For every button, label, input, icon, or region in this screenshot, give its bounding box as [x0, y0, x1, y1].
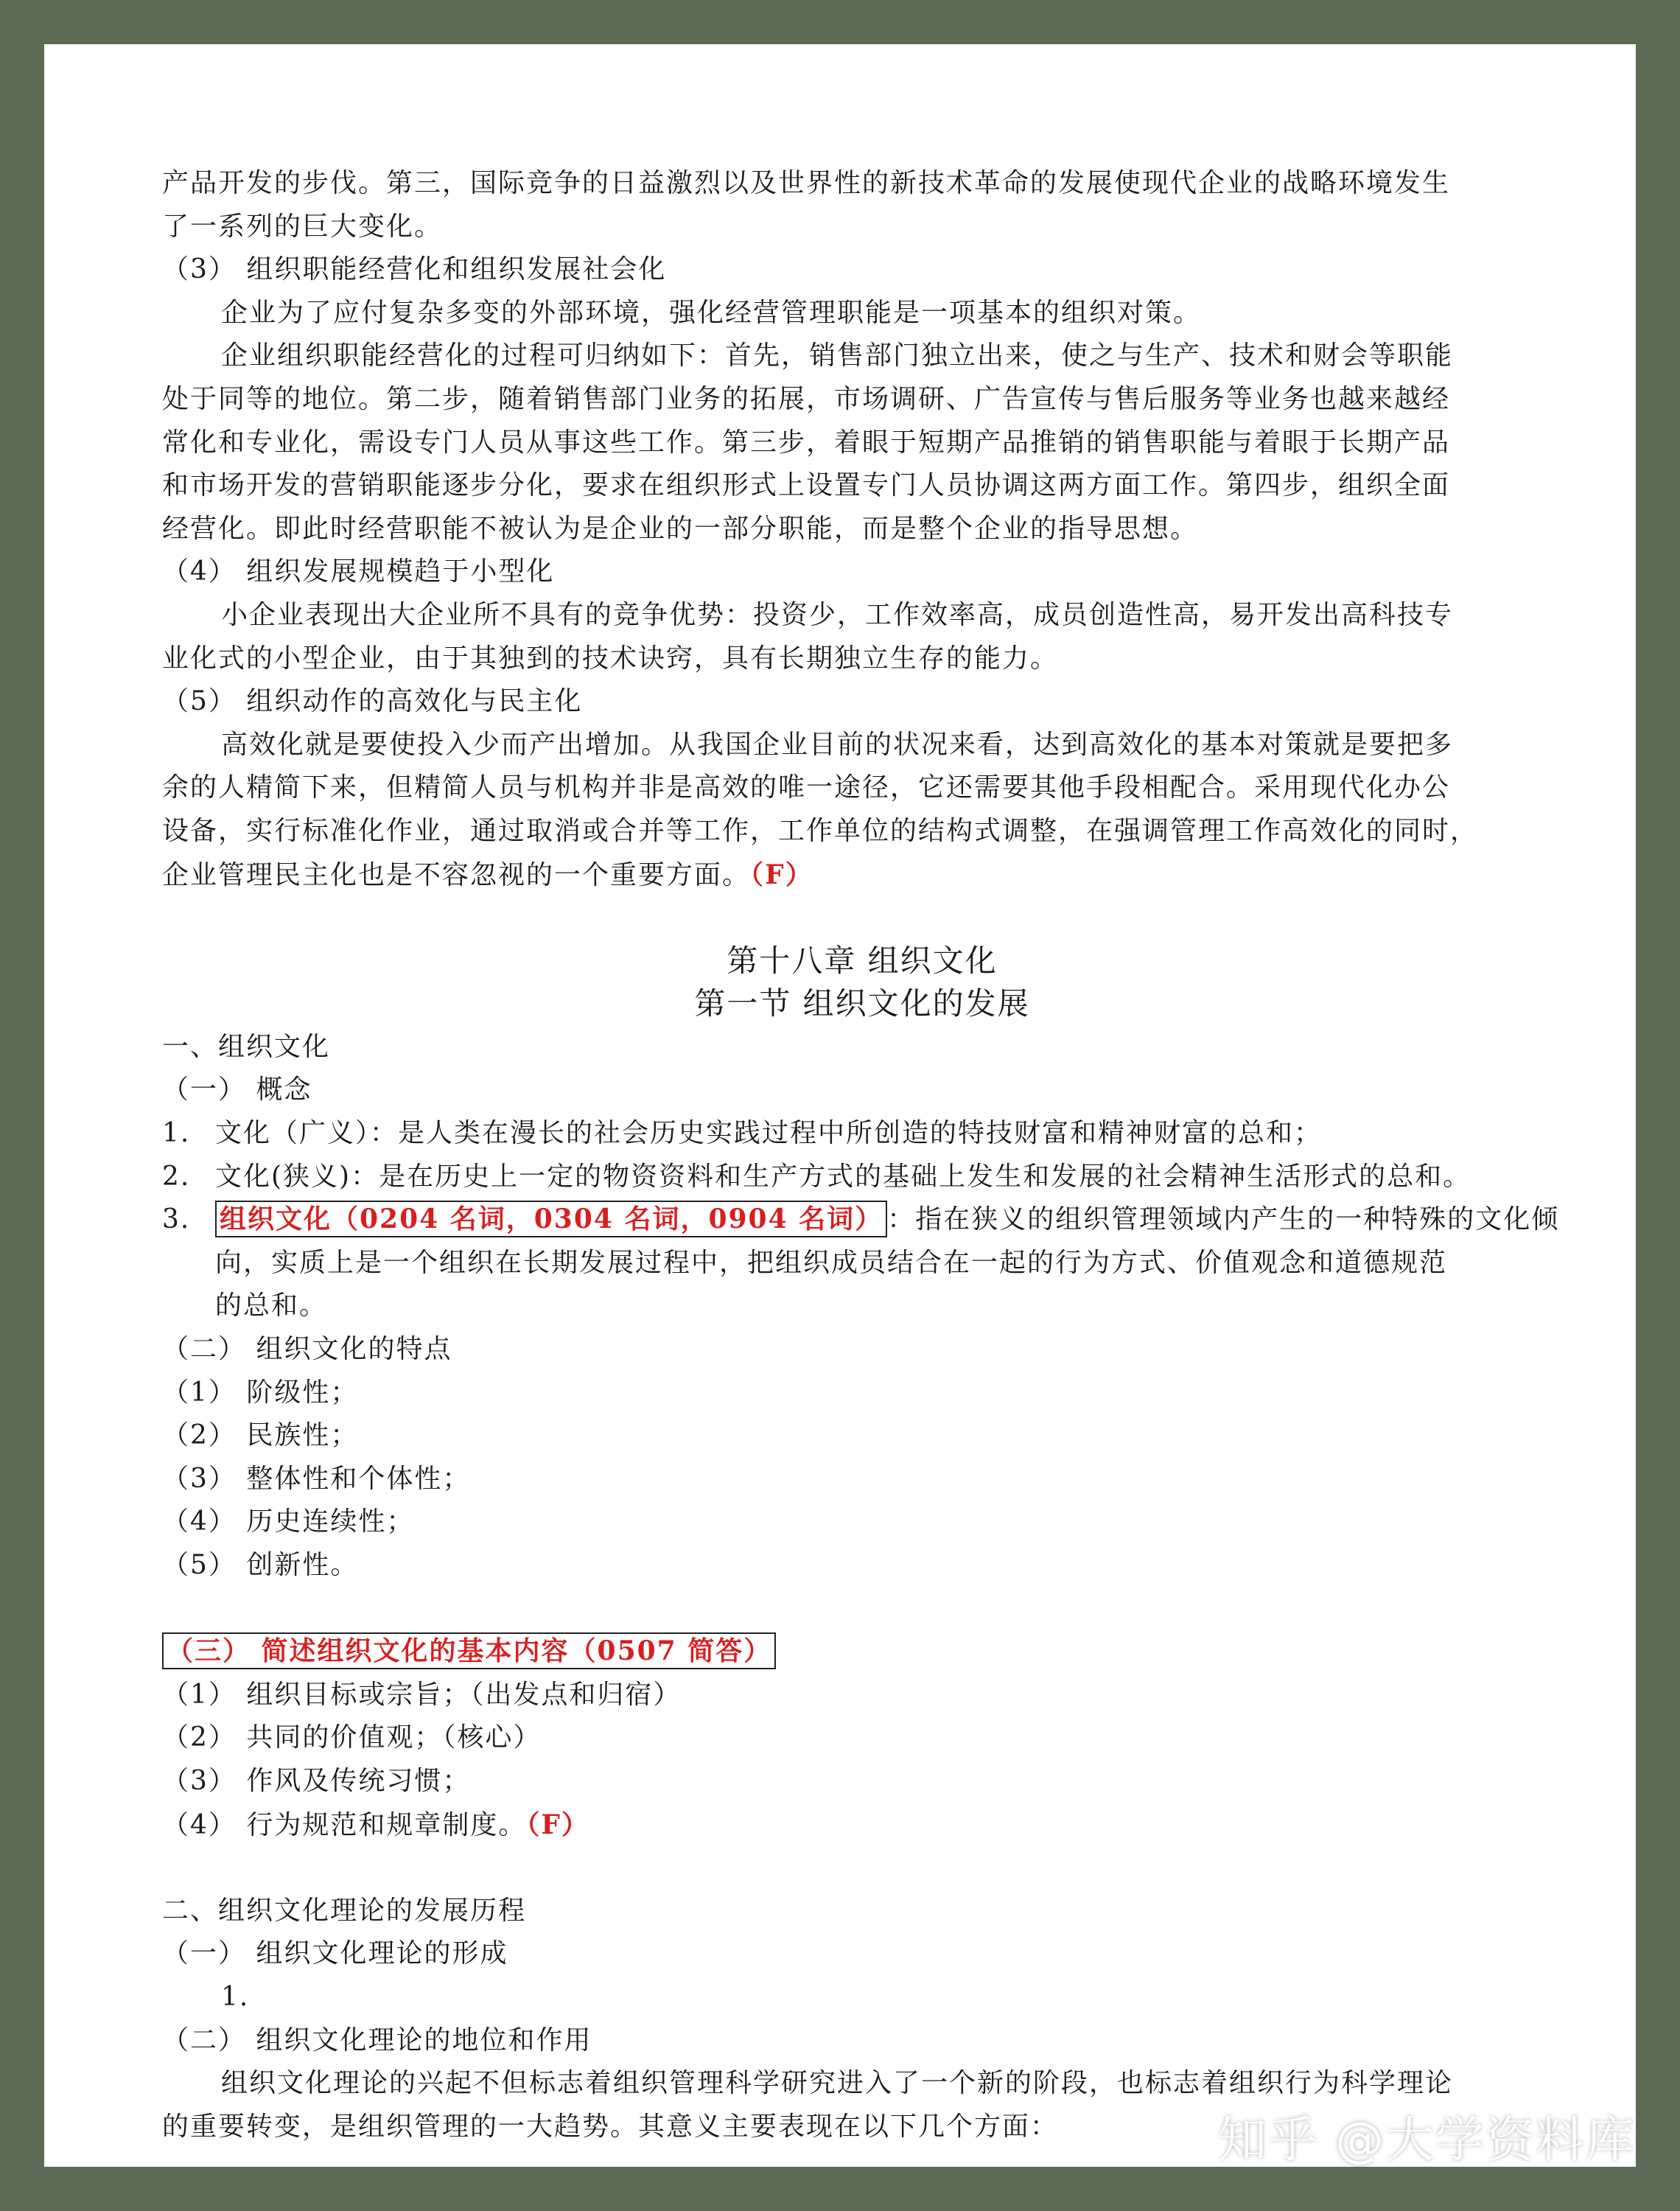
f-mark: （F） — [526, 1809, 589, 1840]
sub-heading-concept: （一） 概念 — [162, 1075, 312, 1106]
paragraph-line: 小企业表现出大企业所不具有的竞争优势：投资少，工作效率高，成员创造性高，易开发出高科技专 — [221, 599, 1454, 630]
section-4-heading: （4） 组织发展规模趋于小型化 — [162, 556, 555, 587]
list-text: 文化（广义）：是人类在漫长的社会历史实践过程中所创造的特技财富和精神财富的总和； — [215, 1118, 1323, 1149]
paragraph-line: 和市场开发的营销职能逐步分化，要求在组织形式上设置专门人员协调这两方面工作。第四步，组织全面 — [162, 470, 1451, 501]
paragraph-line: 设备，实行标准化作业，通过取消或合并等工作，工作单位的结构式调整，在强调管理工作高效化的同时， — [162, 815, 1479, 846]
list-item — [162, 1156, 1562, 1199]
content-item — [162, 1803, 1562, 1847]
paragraph-line: 的重要转变，是组织管理的一大趋势。其意义主要表现在以下几个方面： — [162, 2111, 1059, 2142]
list-text-continuation: 向，实质上是一个组织在长期发展过程中，把组织成员结合在一起的行为方式、价值观念和道德规范 — [215, 1247, 1448, 1278]
part-2-heading: 二、组织文化理论的发展历程 — [162, 1895, 527, 1926]
feature-item: （3） 整体性和个体性； — [162, 1463, 471, 1494]
list-text: 文化(狭义)：是在历史上一定的物资资料和生产方式的基础上发生和发展的社会精神生活形式的总和。 — [215, 1161, 1471, 1192]
document-page — [44, 44, 1636, 2167]
document-body — [162, 162, 1562, 2148]
sub-heading-contents — [162, 1630, 1562, 1674]
list-number: 1. — [162, 1118, 191, 1149]
list-text-continuation: 的总和。 — [215, 1290, 328, 1321]
watermark: 知乎 @大学资料库 — [1218, 2112, 1636, 2168]
paragraph-line: 业化式的小型企业，由于其独到的技术诀窍，具有长期独立生存的能力。 — [162, 643, 1059, 674]
paragraph-line: 常化和专业化，需设专门人员从事这些工作。第三步，着眼于短期产品推销的销售职能与着眼于长期产品 — [162, 427, 1451, 458]
feature-item: （1） 阶级性； — [162, 1377, 359, 1408]
list-item — [162, 1198, 1562, 1242]
paragraph-line: 余的人精简下来，但精简人员与机构并非是高效的唯一途径，它还需要其他手段相配合。采用现代化办公 — [162, 772, 1451, 803]
spacer — [162, 1587, 1562, 1631]
section-5-heading: （5） 组织动作的高效化与民主化 — [162, 686, 583, 717]
paragraph-line: 经营化。即此时经营职能不被认为是企业的一部分职能，而是整个企业的指导思想。 — [162, 513, 1199, 544]
paragraph-line: 了一系列的巨大变化。 — [162, 211, 443, 242]
part-1-heading: 一、组织文化 — [162, 1031, 331, 1062]
list-number: 2. — [162, 1161, 191, 1192]
paragraph-line: 高效化就是要使投入少而产出增加。从我国企业目前的状况来看，达到高效化的基本对策就是要把多 — [221, 729, 1454, 760]
paragraph-text: 企业管理民主化也是不容忽视的一个重要方面。 — [162, 859, 751, 890]
paragraph-line: 企业为了应付复杂多变的外部环境，强化经营管理职能是一项基本的组织对策。 — [221, 297, 1202, 328]
spacer — [162, 896, 1562, 940]
content-item: （1） 组织目标或宗旨；（出发点和归宿） — [162, 1679, 682, 1710]
sub-heading-role: （二） 组织文化理论的地位和作用 — [162, 2025, 592, 2055]
feature-item: （5） 创新性。 — [162, 1550, 359, 1580]
feature-item: （2） 民族性； — [162, 1420, 359, 1451]
spacer — [162, 1846, 1562, 1890]
content-item: （2） 共同的价值观；（核心） — [162, 1722, 542, 1753]
paragraph-line: 企业组织职能经营化的过程可归纳如下：首先，销售部门独立出来，使之与生产、技术和财会等职能 — [221, 340, 1454, 371]
list-text: ：指在狭义的组织管理领域内产生的一种特殊的文化倾 — [887, 1204, 1560, 1235]
paragraph-line: 产品开发的步伐。第三，国际竞争的日益激烈以及世界性的新技术革命的发展使现代企业的战略环境发生 — [162, 168, 1451, 198]
sub-heading-features: （二） 组织文化的特点 — [162, 1334, 452, 1365]
sub-heading-formation: （一） 组织文化理论的形成 — [162, 1938, 508, 1969]
content-item: （3） 作风及传统习惯； — [162, 1765, 471, 1796]
list-item — [162, 1112, 1562, 1156]
paragraph-line — [162, 853, 1562, 897]
section-3-heading: （3） 组织职能经营化和组织发展社会化 — [162, 254, 667, 285]
list-number: 3. — [162, 1204, 191, 1235]
boxed-term: 组织文化（0204 名词，0304 名词，0904 名词） — [215, 1201, 887, 1237]
paragraph-line: 处于同等的地位。第二步，随着销售部门业务的拓展，市场调研、广告宣传与售后服务等业务也越来越经 — [162, 383, 1451, 414]
list-number: 1. — [221, 1981, 250, 2012]
chapter-title: 第十八章 组织文化 — [727, 942, 998, 979]
feature-item: （4） 历史连续性； — [162, 1506, 415, 1537]
content-text: （4） 行为规范和规章制度。 — [162, 1809, 527, 1840]
section-title: 第一节 组织文化的发展 — [694, 985, 1030, 1022]
boxed-heading: （三） 简述组织文化的基本内容（0507 简答） — [162, 1632, 776, 1669]
f-mark: （F） — [750, 859, 813, 890]
paragraph-line: 组织文化理论的兴起不但标志着组织管理科学研究进入了一个新的阶段，也标志着组织行为科学理论 — [221, 2068, 1454, 2099]
